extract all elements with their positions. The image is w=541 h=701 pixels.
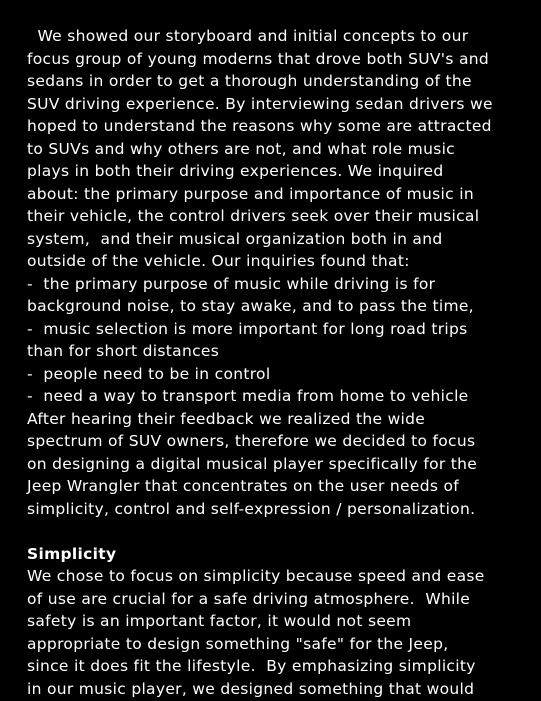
text-line: to SUVs and why others are not, and what role music [27,139,455,158]
text-line: since it does fit the lifestyle. By emphasizing simplicity [27,657,476,675]
text-line: After hearing their feedback we realized the wide [27,409,426,428]
text-line: of use are crucial for a safe driving atmosphere. While [27,589,471,608]
findings-list-item: - people need to be in control [27,364,271,383]
text-line: simplicity, control and self-expression / personalization. [27,499,476,518]
text-line: on designing a digital musical player specifically for the [27,454,478,473]
section-heading: Simplicity [27,544,117,563]
findings-list-item: - music selection is more important for long road trips [27,319,468,338]
findings-list-item: - the primary purpose of music while driving is for [27,274,436,293]
text-line: in our music player, we designed something that would [27,679,475,698]
text-line: background noise, to stay awake, and to pass the time, [27,297,474,315]
findings-list-item: - need a way to transport media from home to vehicle [27,387,469,405]
text-line: safety is an important factor, it would not seem [27,612,412,630]
text-line: We chose to focus on simplicity because speed and ease [27,567,485,585]
text-line: sedans in order to get a thorough understanding of the [27,72,472,90]
text-line: We showed our storyboard and initial concepts to our [27,27,469,45]
paragraph-spacer [27,520,532,543]
text-line: outside of the vehicle. Our inquiries found that: [27,252,410,270]
text-line: Jeep Wrangler that concentrates on the user needs of [27,477,460,495]
text-line: than for short distances [27,342,220,360]
text-line: appropriate to design something "safe" for the Jeep, [27,634,449,653]
text-line: about: the primary purpose and importance of music in [27,184,474,203]
text-line: SUV driving experience. By interviewing sedan drivers we [27,94,493,113]
text-line: their vehicle, the control drivers seek over their musical [27,207,480,225]
document-body [27,25,532,700]
simplicity-section [27,543,532,701]
text-line: spectrum of SUV owners, therefore we decided to focus [27,432,476,450]
text-line: plays in both their driving experiences. We inquired [27,162,444,180]
text-line: system, and their musical organization both in and [27,229,443,248]
text-line: hoped to understand the reasons why some are attracted [27,117,492,135]
intro-paragraph [27,25,532,520]
text-line: focus group of young moderns that drove both SUV's and [27,49,490,68]
